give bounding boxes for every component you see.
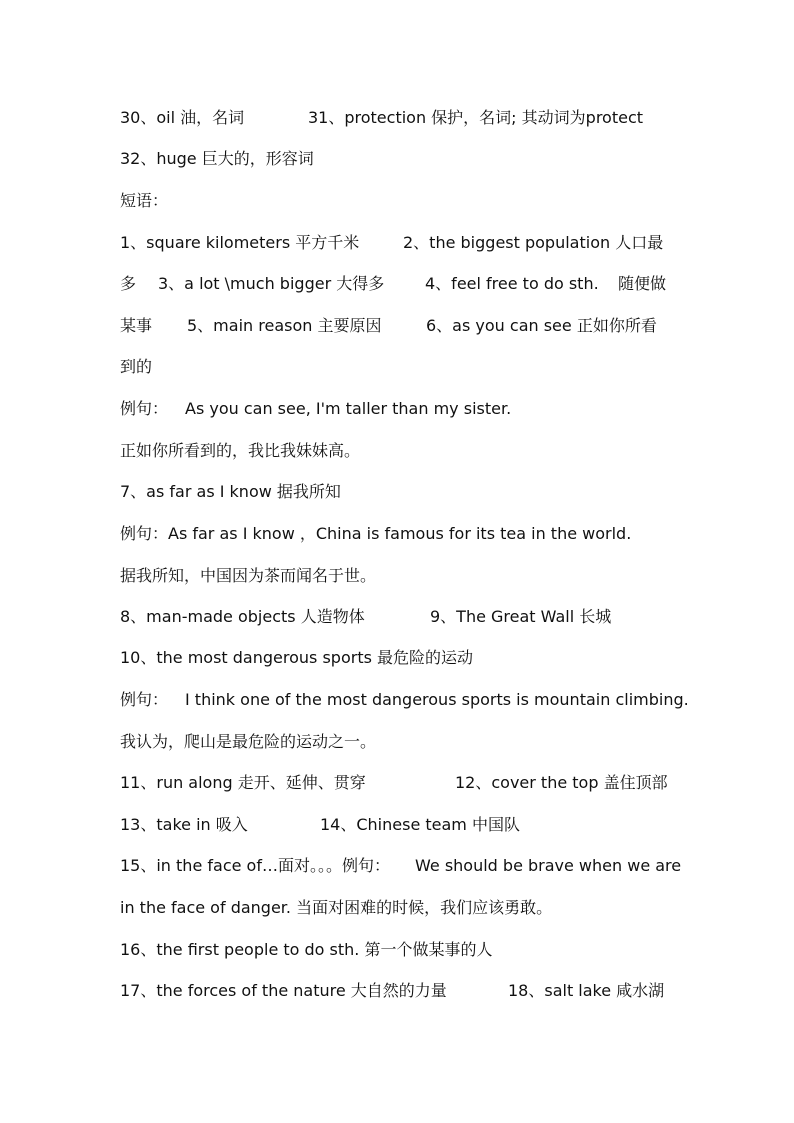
phrase-item-2: 2、the biggest population 人口最 [403,233,664,252]
phrase-line-13-14 [120,812,680,838]
phrase-line-3-4 [120,271,680,297]
example-label: 例句： [120,690,169,709]
phrase-line-15 [120,853,680,879]
phrases-heading [120,188,680,214]
vocab-line-32 [120,146,680,172]
phrase-item-3: 3、a lot \much bigger 大得多 [158,274,385,293]
phrase-item-17: 17、the forces of the nature 大自然的力量 [120,981,447,1000]
phrase-item-6: 6、as you can see 正如你所看 [426,316,657,335]
example-label: 例句： [120,399,169,418]
phrase-item-14: 14、Chinese team 中国队 [320,815,520,834]
phrase-item-9: 9、The Great Wall 长城 [430,607,612,626]
phrase-line-5-6 [120,313,680,339]
phrase-item-4-meaning: 随便做 [618,274,667,293]
phrase-item-11: 11、run along 走开、延伸、贯穿 [120,773,366,792]
phrase-line-16 [120,937,680,963]
example-text: 例句：As far as I know ，China is famous for its tea in the world. [120,524,632,543]
phrase-item-15: 15、in the face of…面对。。。例句： [120,856,390,875]
phrase-item-6-continued: 到的 [120,357,153,376]
phrase-item-8: 8、man-made objects 人造物体 [120,607,365,626]
phrase-line-17-18 [120,978,680,1004]
vocab-line-30-31 [120,105,680,131]
phrase-item-12: 12、cover the top 盖住顶部 [455,773,668,792]
phrase-line-10 [120,645,680,671]
phrase-line-8-9 [120,604,680,630]
example-sentence-3 [120,687,689,713]
phrase-item-13: 13、take in 吸入 [120,815,248,834]
phrase-item-4: 4、feel free to do sth. [425,274,599,293]
phrase-item-18: 18、salt lake 咸水湖 [508,981,665,1000]
phrase-line-11-12 [120,770,680,796]
phrase-item-1: 1、square kilometers 平方千米 [120,233,360,252]
example-text: We should be brave when we are [415,856,682,875]
translation-text: 据我所知，中国因为茶而闻名于世。 [120,566,377,585]
example-text: As you can see, I'm taller than my sister. [185,399,512,418]
example-text-with-translation: in the face of danger. 当面对困难的时候，我们应该勇敢。 [120,898,553,917]
phrase-item-10: 10、the most dangerous sports 最危险的运动 [120,648,474,667]
phrase-item-4-continued: 某事 [120,316,153,335]
vocab-item-30: 30、oil 油，名词 [120,108,245,127]
example-text: I think one of the most dangerous sports is mountain climbing. [185,690,689,709]
phrase-item-2-continued: 多 [120,274,137,293]
phrase-item-16: 16、the first people to do sth. 第一个做某事的人 [120,940,493,959]
example-translation-3 [120,729,680,755]
vocab-item-32: 32、huge 巨大的，形容词 [120,149,314,168]
phrase-item-7: 7、as far as I know 据我所知 [120,482,341,501]
phrase-line-15-continued [120,895,680,921]
phrase-line-7 [120,479,680,505]
example-sentence-1 [120,396,680,422]
translation-text: 正如你所看到的，我比我妹妹高。 [120,441,361,460]
phrase-item-5: 5、main reason 主要原因 [187,316,382,335]
phrase-line-1-2 [120,230,680,256]
example-sentence-2 [120,521,680,547]
vocab-item-31: 31、protection 保护，名词; 其动词为protect [308,108,644,127]
translation-text: 我认为，爬山是最危险的运动之一。 [120,732,377,751]
phrase-line-6-continued [120,354,680,380]
phrases-heading-text: 短语： [120,191,169,210]
example-translation-2 [120,563,680,589]
example-translation-1 [120,438,680,464]
